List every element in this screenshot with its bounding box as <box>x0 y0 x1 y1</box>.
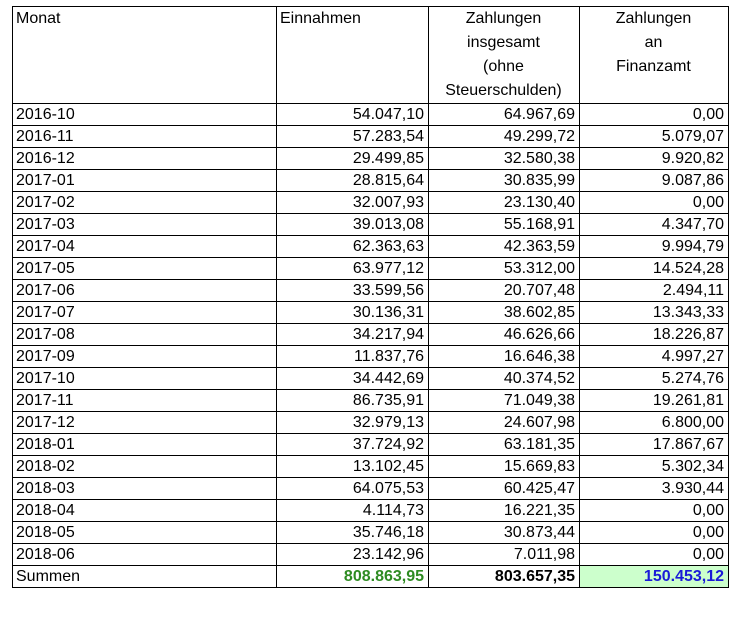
tax-cell[interactable]: 9.920,82 <box>580 148 729 170</box>
table-row <box>13 324 729 346</box>
totals-label[interactable]: Summen <box>13 566 277 588</box>
payments-cell[interactable]: 16.221,35 <box>429 500 580 522</box>
payments-cell[interactable]: 46.626,66 <box>429 324 580 346</box>
table-row <box>13 478 729 500</box>
payments-cell[interactable]: 63.181,35 <box>429 434 580 456</box>
month-cell[interactable]: 2017-10 <box>13 368 277 390</box>
income-cell[interactable]: 32.979,13 <box>277 412 429 434</box>
income-cell[interactable]: 28.815,64 <box>277 170 429 192</box>
income-cell[interactable]: 62.363,63 <box>277 236 429 258</box>
tax-cell[interactable]: 5.302,34 <box>580 456 729 478</box>
header-payments-line: insgesamt <box>467 34 540 51</box>
table-row <box>13 500 729 522</box>
table-row <box>13 456 729 478</box>
month-cell[interactable]: 2017-11 <box>13 390 277 412</box>
tax-cell[interactable]: 0,00 <box>580 522 729 544</box>
month-cell[interactable]: 2016-12 <box>13 148 277 170</box>
income-cell[interactable]: 32.007,93 <box>277 192 429 214</box>
table-row <box>13 148 729 170</box>
tax-cell[interactable]: 4.997,27 <box>580 346 729 368</box>
tax-cell[interactable]: 0,00 <box>580 544 729 566</box>
income-cell[interactable]: 35.746,18 <box>277 522 429 544</box>
month-cell[interactable]: 2017-06 <box>13 280 277 302</box>
payments-cell[interactable]: 30.835,99 <box>429 170 580 192</box>
payments-cell[interactable]: 24.607,98 <box>429 412 580 434</box>
month-cell[interactable]: 2018-01 <box>13 434 277 456</box>
table-row <box>13 434 729 456</box>
payments-cell[interactable]: 32.580,38 <box>429 148 580 170</box>
tax-cell[interactable]: 5.274,76 <box>580 368 729 390</box>
tax-cell[interactable]: 0,00 <box>580 192 729 214</box>
tax-cell[interactable]: 9.994,79 <box>580 236 729 258</box>
tax-cell[interactable]: 0,00 <box>580 104 729 126</box>
month-cell[interactable]: 2018-03 <box>13 478 277 500</box>
tax-cell[interactable]: 4.347,70 <box>580 214 729 236</box>
income-cell[interactable]: 34.442,69 <box>277 368 429 390</box>
payments-cell[interactable]: 71.049,38 <box>429 390 580 412</box>
income-cell[interactable]: 4.114,73 <box>277 500 429 522</box>
tax-cell[interactable]: 3.930,44 <box>580 478 729 500</box>
payments-cell[interactable]: 30.873,44 <box>429 522 580 544</box>
payments-cell[interactable]: 55.168,91 <box>429 214 580 236</box>
income-cell[interactable]: 37.724,92 <box>277 434 429 456</box>
header-payments-line: Steuerschulden) <box>445 82 562 99</box>
income-cell[interactable]: 11.837,76 <box>277 346 429 368</box>
payments-cell[interactable]: 15.669,83 <box>429 456 580 478</box>
table-row <box>13 192 729 214</box>
header-payments-line: (ohne <box>483 58 524 75</box>
header-month[interactable]: Monat <box>13 7 277 104</box>
month-cell[interactable]: 2017-08 <box>13 324 277 346</box>
header-row <box>13 7 729 104</box>
income-cell[interactable]: 29.499,85 <box>277 148 429 170</box>
tax-cell[interactable]: 6.800,00 <box>580 412 729 434</box>
payments-cell[interactable]: 53.312,00 <box>429 258 580 280</box>
income-cell[interactable]: 33.599,56 <box>277 280 429 302</box>
table-row <box>13 522 729 544</box>
header-tax-line: Zahlungen <box>615 10 692 27</box>
tax-cell[interactable]: 17.867,67 <box>580 434 729 456</box>
tax-cell[interactable]: 19.261,81 <box>580 390 729 412</box>
income-cell[interactable]: 86.735,91 <box>277 390 429 412</box>
payments-cell[interactable]: 16.646,38 <box>429 346 580 368</box>
table-row <box>13 346 729 368</box>
income-cell[interactable]: 39.013,08 <box>277 214 429 236</box>
tax-cell[interactable]: 2.494,11 <box>580 280 729 302</box>
month-cell[interactable]: 2017-05 <box>13 258 277 280</box>
header-tax-payments[interactable] <box>580 7 729 104</box>
income-cell[interactable]: 57.283,54 <box>277 126 429 148</box>
payments-cell[interactable]: 40.374,52 <box>429 368 580 390</box>
month-cell[interactable]: 2017-07 <box>13 302 277 324</box>
payments-cell[interactable]: 7.011,98 <box>429 544 580 566</box>
monthly-summary-table <box>12 6 729 588</box>
month-cell[interactable]: 2016-10 <box>13 104 277 126</box>
payments-cell[interactable]: 42.363,59 <box>429 236 580 258</box>
income-cell[interactable]: 30.136,31 <box>277 302 429 324</box>
month-cell[interactable]: 2017-03 <box>13 214 277 236</box>
month-cell[interactable]: 2016-11 <box>13 126 277 148</box>
income-cell[interactable]: 64.075,53 <box>277 478 429 500</box>
table-row <box>13 544 729 566</box>
totals-row <box>13 566 729 588</box>
table-row <box>13 258 729 280</box>
table-row <box>13 104 729 126</box>
table-row <box>13 412 729 434</box>
payments-cell[interactable]: 49.299,72 <box>429 126 580 148</box>
income-cell[interactable]: 54.047,10 <box>277 104 429 126</box>
table-row <box>13 126 729 148</box>
income-cell[interactable]: 23.142,96 <box>277 544 429 566</box>
month-cell[interactable]: 2017-01 <box>13 170 277 192</box>
tax-cell[interactable]: 18.226,87 <box>580 324 729 346</box>
tax-cell[interactable]: 0,00 <box>580 500 729 522</box>
month-cell[interactable]: 2018-05 <box>13 522 277 544</box>
totals-tax-cell[interactable]: 150.453,12 <box>580 566 729 588</box>
tax-cell[interactable]: 13.343,33 <box>580 302 729 324</box>
header-tax-line: an <box>644 34 663 51</box>
tax-cell[interactable]: 5.079,07 <box>580 126 729 148</box>
table-row <box>13 170 729 192</box>
header-income[interactable]: Einnahmen <box>277 7 429 104</box>
table-row <box>13 390 729 412</box>
table-row <box>13 214 729 236</box>
income-cell[interactable]: 34.217,94 <box>277 324 429 346</box>
month-cell[interactable]: 2018-04 <box>13 500 277 522</box>
payments-cell[interactable]: 20.707,48 <box>429 280 580 302</box>
table-row <box>13 368 729 390</box>
month-cell[interactable]: 2017-12 <box>13 412 277 434</box>
month-cell[interactable]: 2017-04 <box>13 236 277 258</box>
payments-cell[interactable]: 23.130,40 <box>429 192 580 214</box>
payments-cell[interactable]: 60.425,47 <box>429 478 580 500</box>
payments-cell[interactable]: 64.967,69 <box>429 104 580 126</box>
table-row <box>13 302 729 324</box>
totals-income-cell[interactable]: 808.863,95 <box>277 566 429 588</box>
header-payments[interactable] <box>429 7 580 104</box>
totals-payments-cell[interactable]: 803.657,35 <box>429 566 580 588</box>
table-body <box>13 104 729 566</box>
payments-cell[interactable]: 38.602,85 <box>429 302 580 324</box>
tax-cell[interactable]: 14.524,28 <box>580 258 729 280</box>
tax-cell[interactable]: 9.087,86 <box>580 170 729 192</box>
income-cell[interactable]: 63.977,12 <box>277 258 429 280</box>
month-cell[interactable]: 2018-02 <box>13 456 277 478</box>
month-cell[interactable]: 2017-02 <box>13 192 277 214</box>
header-tax-line: Finanzamt <box>616 58 691 75</box>
header-payments-line: Zahlungen <box>465 10 542 27</box>
month-cell[interactable]: 2017-09 <box>13 346 277 368</box>
table-row <box>13 236 729 258</box>
table-row <box>13 280 729 302</box>
income-cell[interactable]: 13.102,45 <box>277 456 429 478</box>
month-cell[interactable]: 2018-06 <box>13 544 277 566</box>
